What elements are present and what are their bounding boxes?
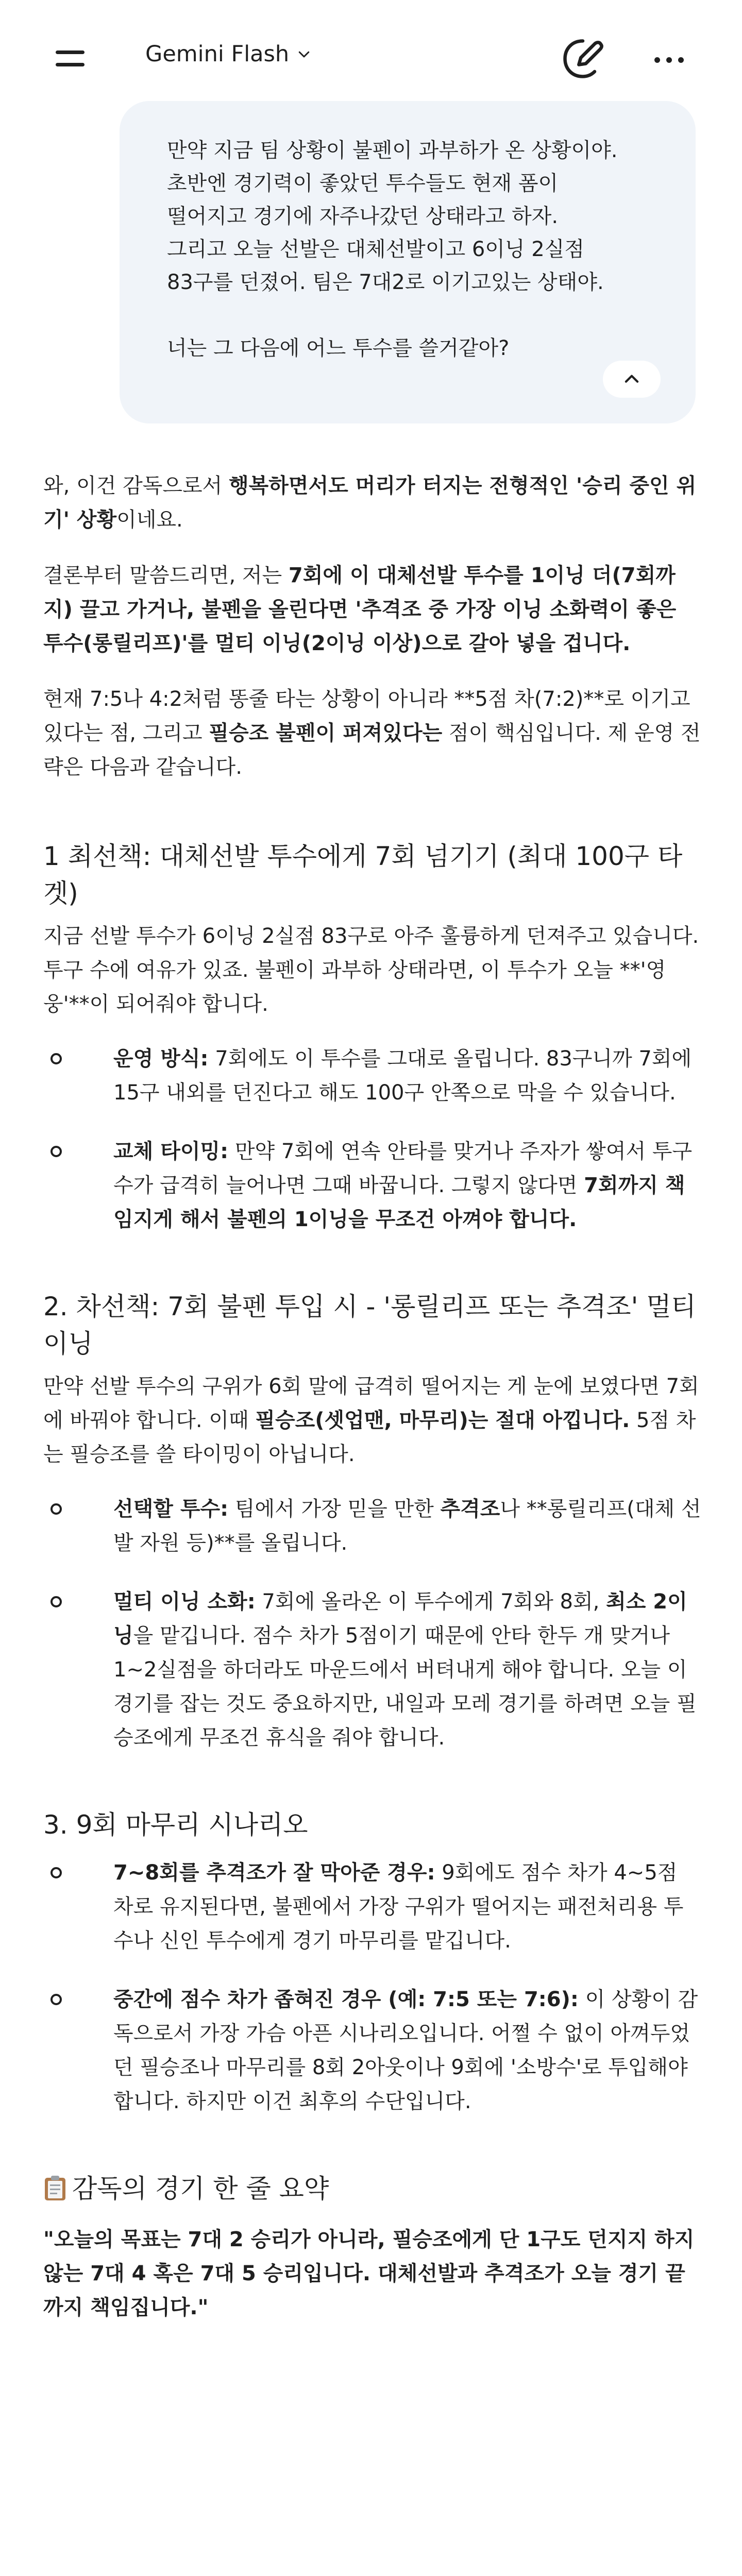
text: 5점 차는 필승조를 쓸 타이밍이 아닙니다. xyxy=(43,1409,696,1466)
bold-text: 7회에 이 대체선발 투수를 1이닝 더(7회까지) 끌고 가거나, 불펜을 올린다면 '추격조 중 가장 이닝 소화력이 좋은 투수(롱릴리프)'를 멀티 이닝(2이닝 이상)으로 갈아 넣을 겁니다. xyxy=(43,564,677,655)
bold-text: 운영 방식: xyxy=(113,1047,209,1071)
text: 현재 7:5나 4:2처럼 똥줄 타는 상황이 아니라 **5점 차(7:2)**로 이기고 있다는 점, 그리고 xyxy=(43,687,690,745)
list-item-text xyxy=(113,1585,703,1755)
list-item xyxy=(43,1585,703,1755)
intro-paragraph xyxy=(43,469,703,537)
clipboard-icon xyxy=(43,2175,67,2201)
text: 이네요. xyxy=(116,508,183,532)
bullet-icon xyxy=(50,1994,62,2005)
more-horizontal-icon[interactable] xyxy=(645,39,693,80)
summary-heading xyxy=(43,2170,703,2207)
text: 점이 핵심입니다. 제 운영 전략은 다음과 같습니다. xyxy=(43,721,701,779)
chevron-up-icon xyxy=(622,369,642,389)
text: 만약 선발 투수의 구위가 6회 말에 급격히 떨어지는 게 눈에 보였다면 7회에 바꿔야 합니다. 이때 xyxy=(43,1375,699,1432)
chevron-down-icon xyxy=(296,46,312,62)
bullet-icon xyxy=(50,1596,62,1607)
conclusion-paragraph xyxy=(43,558,703,660)
list-item xyxy=(43,1856,703,1958)
bold-text: 중간에 점수 차가 좁혀진 경우 (예: 7:5 또는 7:6): xyxy=(113,1988,579,2011)
text: 나 **롱릴리프(대체 선발 자원 등)**를 올립니다. xyxy=(113,1497,701,1555)
bold-text: 최소 2이닝 xyxy=(113,1590,687,1648)
text: 을 맡깁니다. 점수 차가 5점이기 때문에 안타 한두 개 맞거나 1~2실점을 하더라도 마운드에서 버텨내게 해야 합니다. 오늘 이 경기를 잡는 것도 중요하지만, 내일과 모레 경기를 하려면 오늘 필승조에게 무조건 휴식을 줘야 합니다. xyxy=(113,1624,697,1750)
list-item-text xyxy=(113,1982,703,2119)
list-item-text xyxy=(113,1492,703,1560)
bullet-icon xyxy=(50,1503,62,1515)
summary-quote xyxy=(43,2223,703,2325)
list-item-text xyxy=(113,1042,703,1110)
user-message-line: 만약 지금 팀 상황이 불펜이 과부하가 온 상황이야. xyxy=(167,139,618,162)
text: 결론부터 말씀드리면, 저는 xyxy=(43,564,289,587)
bullet-icon xyxy=(50,1053,62,1064)
user-message-line: 초반엔 경기력이 좋았던 투수들도 현재 폼이 xyxy=(167,172,559,195)
text: 7회에 올라온 이 투수에게 7회와 8회, xyxy=(255,1590,606,1614)
text: 팀에서 가장 믿을 만한 xyxy=(228,1497,441,1521)
user-message-bubble xyxy=(120,101,696,423)
list-item-text xyxy=(113,1856,703,1958)
list-item xyxy=(43,1492,703,1560)
bold-text: 행복하면서도 머리가 터지는 전형적인 '승리 중인 위기' 상황 xyxy=(43,474,697,532)
text: 만약 7회에 연속 안타를 맞거나 주자가 쌓여서 투구 수가 급격히 늘어나면 그때 바꿉니다. 그렇지 않다면 xyxy=(113,1140,693,1197)
top-bar xyxy=(0,0,742,113)
section-1-heading: 1 최선책: 대체선발 투수에게 7회 넘기기 (최대 100구 타겟) xyxy=(43,841,683,908)
bold-text: 필승조(셋업맨, 마무리)는 절대 아낍니다. xyxy=(255,1409,630,1432)
bullet-icon xyxy=(50,1867,62,1878)
bold-text: 교체 타이밍: xyxy=(113,1140,229,1163)
edit-chat-icon[interactable] xyxy=(559,35,606,82)
model-picker[interactable] xyxy=(145,41,312,67)
bold-text: 7~8회를 추격조가 잘 막아준 경우: xyxy=(113,1861,435,1885)
user-message-line: 너는 그 다음에 어느 투수를 쓸거같아? xyxy=(167,336,510,360)
bullet-icon xyxy=(50,1146,62,1157)
bold-text: 멀티 이닝 소화: xyxy=(113,1590,256,1614)
text: 7회에도 이 투수를 그대로 올립니다. 83구니까 7회에 15구 내외를 던진다고 해도 100구 안쪽으로 막을 수 있습니다. xyxy=(113,1047,692,1105)
collapse-message-button[interactable] xyxy=(603,361,661,398)
model-response xyxy=(43,469,703,2325)
section-2-body xyxy=(43,1369,703,1471)
user-message-line: 83구를 던졌어. 팀은 7대2로 이기고있는 상태야. xyxy=(167,270,604,294)
list-item xyxy=(43,1982,703,2119)
model-name: Gemini Flash xyxy=(145,41,290,67)
bold-text: 필승조 불펜이 퍼져있다는 xyxy=(209,721,443,745)
text: 이 상황이 감독으로서 가장 가슴 아픈 시나리오입니다. 어쩔 수 없이 아껴두었던 필승조나 마무리를 8회 2아웃이나 9회에 '소방수'로 투입해야 합니다. 하지만 이건 최후의 수단입니다. xyxy=(113,1988,698,2113)
bold-text: 추격조 xyxy=(440,1497,500,1521)
menu-icon[interactable] xyxy=(52,47,89,68)
text: 9회에도 점수 차가 4~5점 차로 유지된다면, 불펜에서 가장 구위가 떨어지는 패전처리용 투수나 신인 투수에게 경기 마무리를 맡깁니다. xyxy=(113,1861,684,1953)
list-item xyxy=(43,1134,703,1236)
bold-text: 7회까지 책임지게 해서 불펜의 1이닝을 무조건 아껴야 합니다. xyxy=(113,1174,685,1231)
section-3-heading: 3. 9회 마무리 시나리오 xyxy=(43,1810,308,1840)
situation-paragraph xyxy=(43,682,703,784)
bold-text: "오늘의 목표는 7대 2 승리가 아니라, 필승조에게 단 1구도 던지지 하지 않는 7대 4 혹은 7대 5 승리입니다. 대체선발과 추격조가 오늘 경기 끝까지 책임집니다." xyxy=(43,2228,695,2319)
text: 와, 이건 감독으로서 xyxy=(43,474,229,498)
section-1-body: 지금 선발 투수가 6이닝 2실점 83구로 아주 훌륭하게 던져주고 있습니다. 투구 수에 여유가 있죠. 불펜이 과부하 상태라면, 이 투수가 오늘 **'영웅'**이 되어줘야 합니다. xyxy=(43,924,699,1016)
section-2-heading: 2. 차선책: 7회 불펜 투입 시 - '롱릴리프 또는 추격조' 멀티 이닝 xyxy=(43,1292,696,1359)
bold-text: 선택할 투수: xyxy=(113,1497,229,1521)
summary-title: 감독의 경기 한 줄 요약 xyxy=(72,2174,329,2204)
user-message-line: 그리고 오늘 선발은 대체선발이고 6이닝 2실점 xyxy=(167,238,584,261)
list-item-text xyxy=(113,1134,703,1236)
user-message-line: 떨어지고 경기에 자주나갔던 상태라고 하자. xyxy=(167,205,559,228)
list-item xyxy=(43,1042,703,1110)
